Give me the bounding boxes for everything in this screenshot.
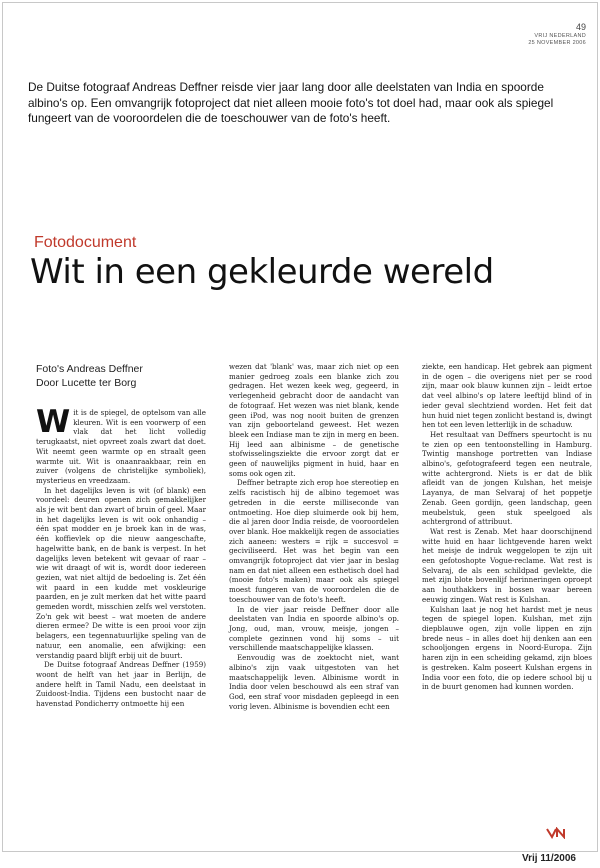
article-column-2 bbox=[229, 362, 399, 711]
article-title: Wit in een gekleurde wereld bbox=[30, 252, 494, 292]
publication-name: VRIJ NEDERLAND bbox=[534, 33, 586, 39]
section-kicker: Fotodocument bbox=[34, 234, 137, 251]
author-credit: Door Lucette ter Borg bbox=[36, 377, 137, 389]
article-paragraph: Wat rest is Zenab. Met haar doorschijnend witte huid en haar lichtgevende haren wekt het meisje de indruk weggelopen te zijn uit een gefotoshopte Vogue-reclame. Wat rest is Selvaraj, de als een schildpad gevlekte, die met zijn blote bovenlijf herinneringen oproept aan houthakkers in bossen waar bereen eeuwig zingen. Wat rest is Kulshan. bbox=[422, 526, 592, 604]
page-footer: Vrij 11/2006 bbox=[522, 853, 576, 864]
page-number: 49 bbox=[575, 22, 586, 32]
photo-credit: Foto's Andreas Deffner bbox=[36, 363, 143, 375]
article-paragraph: Kulshan laat je nog het hardst met je neus tegen de spiegel lopen. Kulshan, met zijn diepblauwe ogen, zijn volle lippen en zijn brede neus – in alles doet hij denken aan een schooljongen ergens in Noord-Europa. Zijn haren zijn in een scheiding gekamd, zijn bloes is gestreken. Kalm poseert Kulshan ergens in India voor een foto, die op iedere school bij u in de buurt genomen had kunnen worden. bbox=[422, 604, 592, 692]
article-paragraph bbox=[36, 404, 206, 486]
article-credits bbox=[36, 362, 143, 390]
article-paragraph: ziekte, een handicap. Het gebrek aan pigment in de ogen – die overigens niet per se rood zijn, maar ook blauw kunnen zijn – leidt ertoe dat veel albino's op latere leeftijd blind of in ieder geval slechtziend worden. Het feit dat hun huid niet tegen zonlicht bestand is, dwingt hen tot een leven letterlijk in de schaduw. bbox=[422, 362, 592, 430]
intro-lead: De Duitse fotograaf Andreas Deffner reisde vier jaar lang door alle deelstaten van India en spoorde albino's op. Een omvangrijk fotoproject dat niet alleen mooie foto's tot doel had, maar ook als spiegel fungeert van de vooroordelen die de toeschouwer van de foto's heeft. bbox=[28, 80, 554, 126]
article-column-1 bbox=[36, 404, 206, 709]
paragraph-text: it is de spiegel, de optelsom van alle kleuren. Wit is een voorwerp of een vlak dat het licht volledig terugkaatst, niet opvreet zoals zwart dat doet. Wit neemt geen warmte op en straalt geen warmte uit. Wit is onaanraakbaar, rein en zuiver (volgens de christelijke symboliek), mysterieus en vreedzaam. bbox=[36, 408, 206, 485]
article-paragraph: In de vier jaar reisde Deffner door alle deelstaten van India en spoorde albino's op. Jong, oud, man, vrouw, meisje, jongen – complete gezinnen vond hij soms – uit verschillende maatschappelijke klassen. bbox=[229, 604, 399, 653]
article-paragraph: Eenvoudig was de zoektocht niet, want albino's zijn vaak uitgestoten van het maatschappelijk leven. Albinisme wordt in India door velen beschouwd als een straf van God, een straf voor misdaden gepleegd in een vorig leven. Albinisme is bovendien echt een bbox=[229, 653, 399, 711]
article-paragraph: wezen dat 'blank' was, maar zich niet op een manier gedroeg zoals een blanke zich zou gedragen. Het wezen keek weg, gegeerd, in verlegenheid gebracht door de aandacht van de fotograaf. Het wezen was niet blank, kende geen iPod, was nog nooit buiten de grenzen van zijn geboorteland geweest. Het wezen bleek een Indiase man te zijn in merg en been. Hij leed aan albinisme – de genetische stofwisselingsziekte die ervoor zorgt dat er geen of nauwelijks pigment in huid, haar en soms ook ogen zit. bbox=[229, 362, 399, 478]
article-paragraph: In het dagelijks leven is wit (of blank) een voordeel: deuren openen zich gemakkelijker als je wit bent dan zwart of bruin of geel. Maar in het dagelijks leven is wit ook onhandig – één spat modder en je broek kan in de was, één koffievlek op die nieuw aangeschafte, hagelwitte bank, en de bank is verpest. In het dagelijks leven betekent wit gevaar of raar – wie wit draagt of wit is, wordt door iedereen gezien, wat niet altijd de bedoeling is. Zet één wit paard in een kudde met voskleurige paarden, en je zult merken dat het witte paard gemeden wordt, misschien zelfs wel verstoten. Zo'n gek wit beest – wat moeten de andere dieren ermee? De witte is een prooi voor zijn belagers, een tegennatuurlijke speling van de natuur, een anomalie, een afwijking: een verstandig paard blijft erbij uit de buurt. bbox=[36, 485, 206, 660]
vn-logo-icon bbox=[546, 827, 566, 839]
publication-date: 25 NOVEMBER 2006 bbox=[528, 40, 586, 46]
article-paragraph: De Duitse fotograaf Andreas Deffner (1959) woont de helft van het jaar in Berlijn, de andere helft in Tamil Nadu, een deelstaat in Zuidoost-India. Tijdens een bustocht naar de havenstad Pondicherry ontmoette hij een bbox=[36, 660, 206, 709]
drop-cap: W bbox=[36, 404, 71, 440]
page-header bbox=[528, 22, 586, 47]
article-column-3 bbox=[422, 362, 592, 692]
article-paragraph: Het resultaat van Deffners speurtocht is nu te zien op een tentoonstelling in Hamburg. Twintig manshoge portretten van Indiase albino's, gefotografeerd tegen een neutrale, witte achtergrond. Niets is er dat de blik afleidt van de jongen Kulshan, het meisje Layanya, de man Selvaraj of het poppetje Zenab. Geen gordijn, geen landschap, geen meubelstuk, geen stuk speelgoed als achtergrond of attribuut. bbox=[422, 429, 592, 527]
article-paragraph: Deffner betrapte zich erop hoe stereotiep en zelfs racistisch hij de albino tegemoet was getreden in die eerste milliseconde van ontmoeting. Hoe diep sluimerde ook bij hem, die al jaren door India reisde, de vooroordelen over blank. Hoe makkelijk regen de associaties zich aaneen: westers = rijk = succesvol = geciviliseerd. Het was het begin van een omvangrijk fotoproject dat vier jaar in beslag nam en dat niet alleen een esthetisch doel had (mooie foto's maken) maar ook als spiegel moest fungeren van de vooroordelen die de toeschouwer van de foto's heeft. bbox=[229, 478, 399, 604]
